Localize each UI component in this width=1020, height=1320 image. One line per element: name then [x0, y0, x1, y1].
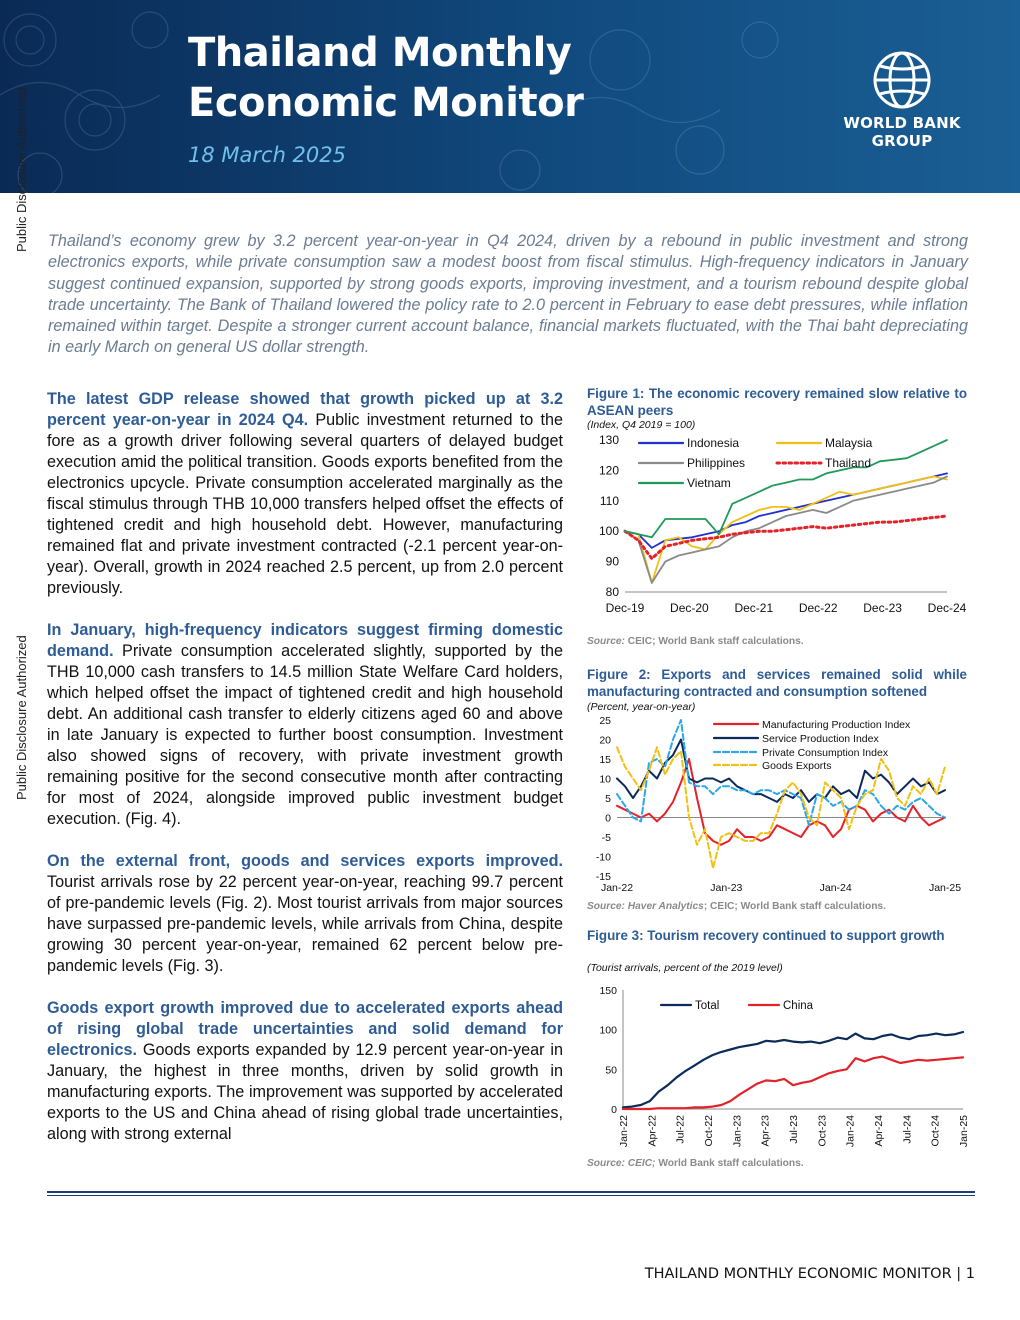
summary-paragraph: Thailand’s economy grew by 3.2 percent year-on-year in Q4 2024, driven by a rebound in public investment and strong electronics exports, while private consumption saw a modest boost from fiscal stimulus. High-frequency indicators in January suggest continued expansion, supported by strong goods exports, improving investment, and a tourism rebound despite global trade uncertainty. The Bank of Thailand lowered the policy rate to 2.0 percent in February to ease debt pressures, while inflation remained within target. Despite a stronger current account balance, financial markets fluctuated, with the Thai baht depreciating in early March on general US dollar strength.	[48, 232, 968, 357]
figure-1-subtitle: (Index, Q4 2019 = 100)	[587, 419, 696, 431]
y-tick-label: 20	[599, 734, 611, 747]
figure-1-chart	[587, 432, 977, 622]
source-label: Source:	[587, 636, 625, 647]
x-tick-label: Dec-23	[863, 601, 902, 615]
x-tick-label: Jul-24	[901, 1115, 914, 1144]
source-label: Source: Haver Analytics	[587, 901, 704, 912]
y-tick-label: 50	[605, 1064, 617, 1077]
y-tick-label: 80	[605, 585, 619, 599]
y-tick-label: -5	[601, 832, 611, 844]
x-tick-label: Dec-24	[927, 601, 967, 615]
figure-3-subtitle: (Tourist arrivals, percent of the 2019 level)	[587, 962, 783, 974]
legend-label: Indonesia	[687, 436, 740, 450]
x-tick-label: Jan-23	[731, 1115, 744, 1148]
x-tick-label: Oct-23	[816, 1115, 829, 1147]
y-tick-label: 150	[599, 985, 617, 997]
source-text: CEIC; World Bank staff calculations.	[624, 636, 804, 647]
x-tick-label: Apr-24	[873, 1115, 885, 1147]
y-tick-label: 100	[598, 524, 619, 539]
x-tick-label: Jan-24	[819, 882, 852, 894]
disclosure-label-top: Public Disclosure Authorized	[14, 87, 29, 252]
main-text-column	[47, 389, 563, 1195]
x-tick-label: Dec-22	[798, 601, 838, 615]
paragraph-domestic-demand	[47, 620, 563, 830]
figure-1-title: Figure 1: The economic recovery remained slow relative to ASEAN peers	[587, 386, 967, 418]
legend-label: Total	[695, 1000, 720, 1012]
y-tick-label: 0	[611, 1104, 617, 1116]
x-tick-label: Jan-25	[928, 882, 962, 894]
y-tick-label: 120	[598, 463, 619, 478]
x-tick-label: Jul-22	[674, 1115, 687, 1144]
paragraph-external	[47, 851, 563, 977]
x-tick-label: Apr-22	[646, 1115, 659, 1147]
source-text: ; CEIC; World Bank staff calculations.	[703, 901, 886, 912]
x-tick-label: Dec-20	[670, 601, 709, 615]
series-line-thailand	[625, 516, 947, 559]
legend-label: Manufacturing Production Index	[762, 719, 911, 731]
y-tick-label: 0	[605, 812, 611, 825]
page-footer: THAILAND MONTHLY ECONOMIC MONITOR | 1	[644, 1266, 975, 1282]
y-tick-label: 10	[599, 773, 611, 786]
disclosure-label-middle: Public Disclosure Authorized	[14, 635, 29, 800]
legend-label: China	[783, 1000, 814, 1012]
y-tick-label: 100	[599, 1024, 617, 1037]
x-tick-label: Dec-21	[734, 601, 774, 615]
paragraph-body: Private consumption accelerated slightly, supported by the THB 10,000 cash transfers to 14.5 million State Welfare Card holders, which helped offset the impact of tightened credit and high household debt. An additional cash transfer to elderly citizens aged 60 and above in late January is expected to further boost consumption. Investment also showed signs of recovery, with private investment growth remaining positive for the second consecutive month after contracting for most of 2024, alongside improved public investment budget execution. (Fig. 4).	[47, 642, 563, 828]
y-tick-label: -10	[595, 851, 611, 864]
y-tick-label: 15	[599, 754, 611, 766]
figure-2-title: Figure 2: Exports and services remained solid while manufacturing contracted and consumption softened	[587, 667, 967, 699]
title-line-2: Economic Monitor	[188, 80, 584, 126]
series-line-total	[623, 1032, 963, 1107]
x-tick-label: Jan-24	[844, 1115, 857, 1148]
figure-2-source	[587, 901, 886, 912]
paragraph-lead: In January, high-frequency indicators suggest firming domestic demand.	[47, 621, 563, 660]
paragraph-body: Public investment returned to the fore as a growth driver following several quarters of delayed budget execution amid the political transition. Goods exports benefited from the electronics upcycle. Private consumption accelerated marginally as the fiscal stimulus through THB 10,000 transfers helped offset the effects of tightened credit and high household debt. However, manufacturing remained flat and private investment contracted (-2.1 percent year-on-year). Overall, growth in 2024 reached 2.5 percent, up from 2.0 percent previously.	[47, 411, 563, 597]
y-tick-label: 90	[605, 554, 619, 569]
paragraph-body: Goods exports expanded by 12.9 percent year-on-year in January, the highest in three months, driven by solid growth in manufacturing exports. The improvement was supported by accelerated exports to the US and China ahead of rising global trade uncertainties, along with strong external	[47, 1041, 563, 1143]
y-tick-label: -15	[595, 871, 611, 883]
legend-label: Private Consumption Index	[762, 747, 889, 759]
figure-3-source	[587, 1158, 804, 1169]
legend-label: Thailand	[825, 456, 872, 470]
source-label: Source: CEIC;	[587, 1158, 656, 1169]
publication-date: 18 March 2025	[188, 143, 346, 167]
x-tick-label: Jan-22	[600, 882, 634, 894]
footer-rule	[47, 1191, 975, 1193]
figure-3-title: Figure 3: Tourism recovery continued to support growth	[587, 928, 945, 943]
paragraph-goods-exports	[47, 998, 563, 1145]
paragraph-lead: Goods export growth improved due to accelerated exports ahead of rising global trade uncertainties and solid demand for electronics.	[47, 999, 563, 1059]
x-tick-label: Jul-23	[788, 1115, 800, 1144]
x-tick-label: Apr-23	[759, 1115, 772, 1147]
world-bank-logo	[822, 50, 982, 150]
title-line-1: Thailand Monthly	[188, 30, 572, 76]
legend-label: Service Production Index	[762, 733, 879, 745]
figure-2-chart	[587, 713, 977, 899]
x-tick-label: Dec-19	[605, 601, 645, 615]
y-tick-label: 25	[599, 715, 611, 727]
page-title	[188, 28, 583, 128]
x-tick-label: Jan-23	[710, 882, 743, 894]
logo-wordmark: WORLD BANK GROUP	[843, 114, 961, 150]
paragraph-lead: On the external front, goods and services exports improved.	[47, 852, 563, 870]
series-line-china	[623, 1057, 963, 1109]
y-tick-label: 110	[599, 493, 619, 508]
footer-rule-thin	[47, 1195, 975, 1196]
legend-label: Malaysia	[825, 436, 873, 450]
source-text: World Bank staff calculations.	[655, 1158, 804, 1169]
figure-3-chart	[587, 978, 977, 1158]
header-banner	[0, 0, 1020, 193]
paragraph-body: Tourist arrivals rose by 22 percent year-on-year, reaching 99.7 percent of pre-pandemic levels (Fig. 2). Most tourist arrivals from major sources have surpassed pre-pandemic levels, while arrivals from China, despite growing 30 percent year-on-year, remained 62 percent below pre-pandemic levels (Fig. 3).	[47, 873, 563, 975]
x-tick-label: Oct-22	[703, 1115, 715, 1147]
legend-label: Philippines	[687, 456, 746, 470]
globe-icon	[822, 50, 982, 112]
figure-1-source	[587, 636, 804, 647]
series-line-vietnam	[625, 440, 947, 537]
legend-label: Vietnam	[687, 476, 731, 490]
legend-label: Goods Exports	[762, 760, 832, 772]
x-tick-label: Jan-25	[958, 1115, 970, 1148]
figure-2-subtitle: (Percent, year-on-year)	[587, 701, 696, 713]
paragraph-gdp	[47, 389, 563, 599]
y-tick-label: 5	[605, 793, 611, 805]
paragraph-lead: The latest GDP release showed that growth picked up at 3.2 percent year-on-year in 2024 Q4.	[47, 390, 563, 429]
y-tick-label: 130	[598, 433, 619, 447]
x-tick-label: Jan-22	[618, 1115, 630, 1148]
x-tick-label: Oct-24	[929, 1115, 942, 1147]
